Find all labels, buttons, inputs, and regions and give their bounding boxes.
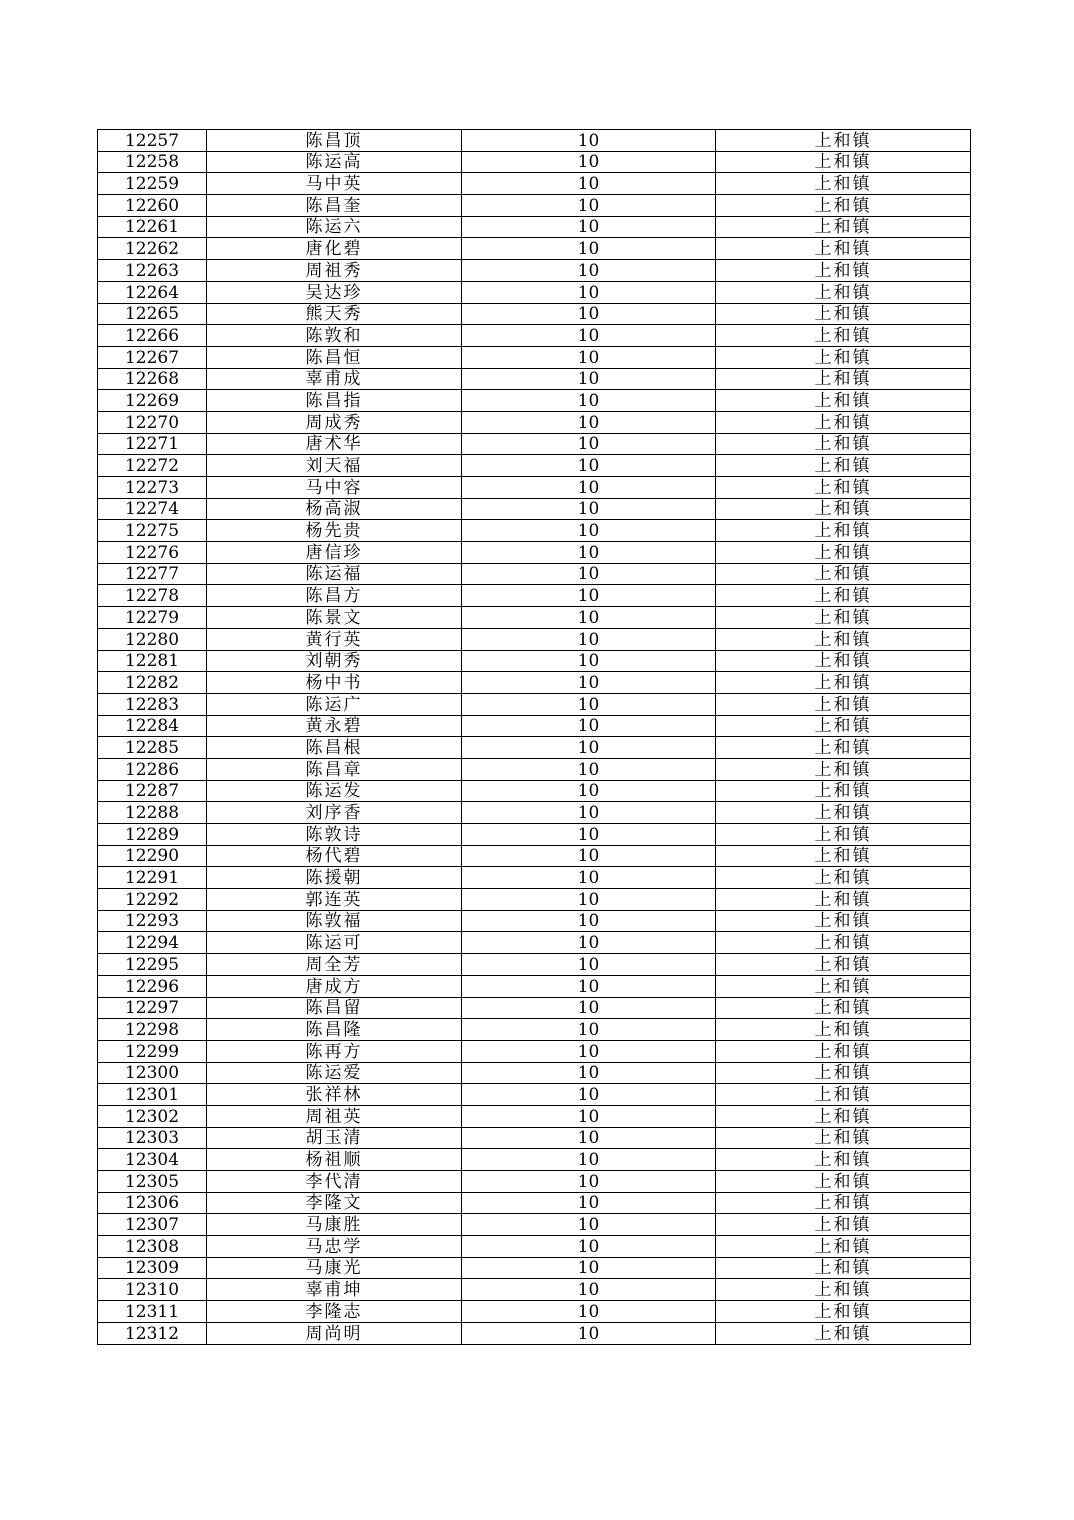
table-row [98,1192,971,1214]
table-row [98,1127,971,1149]
name-cell: 杨祖顺 [207,1149,462,1171]
amount-cell: 10 [462,411,716,433]
town-cell: 上和镇 [716,650,971,672]
table-row [98,607,971,629]
row-number-cell: 12258 [98,151,207,173]
town-cell: 上和镇 [716,802,971,824]
table-row [98,390,971,412]
amount-cell: 10 [462,520,716,542]
row-number-cell: 12287 [98,780,207,802]
table-row [98,303,971,325]
name-cell: 周祖秀 [207,260,462,282]
row-number-cell: 12293 [98,910,207,932]
table-row [98,1214,971,1236]
name-cell: 陈运高 [207,151,462,173]
row-number-cell: 12276 [98,542,207,564]
row-number-cell: 12283 [98,693,207,715]
row-number-cell: 12274 [98,498,207,520]
table-row [98,1084,971,1106]
town-cell: 上和镇 [716,758,971,780]
name-cell: 杨高淑 [207,498,462,520]
name-cell: 陈昌根 [207,737,462,759]
row-number-cell: 12278 [98,585,207,607]
table-row [98,932,971,954]
town-cell: 上和镇 [716,1279,971,1301]
table-row [98,997,971,1019]
name-cell: 马中容 [207,477,462,499]
town-cell: 上和镇 [716,780,971,802]
amount-cell: 10 [462,867,716,889]
name-cell: 陈运爱 [207,1062,462,1084]
town-cell: 上和镇 [716,737,971,759]
amount-cell: 10 [462,1322,716,1344]
amount-cell: 10 [462,1236,716,1258]
amount-cell: 10 [462,477,716,499]
town-cell: 上和镇 [716,390,971,412]
amount-cell: 10 [462,1084,716,1106]
name-cell: 黄行英 [207,628,462,650]
town-cell: 上和镇 [716,1257,971,1279]
amount-cell: 10 [462,325,716,347]
row-number-cell: 12285 [98,737,207,759]
name-cell: 刘序香 [207,802,462,824]
town-cell: 上和镇 [716,477,971,499]
town-cell: 上和镇 [716,433,971,455]
amount-cell: 10 [462,195,716,217]
table-row [98,1301,971,1323]
row-number-cell: 12306 [98,1192,207,1214]
name-cell: 陈昌隆 [207,1019,462,1041]
town-cell: 上和镇 [716,715,971,737]
row-number-cell: 12260 [98,195,207,217]
row-number-cell: 12272 [98,455,207,477]
name-cell: 马康光 [207,1257,462,1279]
amount-cell: 10 [462,303,716,325]
data-table [97,129,971,1345]
name-cell: 陈昌指 [207,390,462,412]
table-row [98,368,971,390]
row-number-cell: 12259 [98,173,207,195]
row-number-cell: 12307 [98,1214,207,1236]
table-row [98,715,971,737]
table-row [98,433,971,455]
amount-cell: 10 [462,1149,716,1171]
town-cell: 上和镇 [716,1062,971,1084]
name-cell: 杨代碧 [207,845,462,867]
town-cell: 上和镇 [716,1236,971,1258]
row-number-cell: 12269 [98,390,207,412]
town-cell: 上和镇 [716,1171,971,1193]
town-cell: 上和镇 [716,216,971,238]
row-number-cell: 12311 [98,1301,207,1323]
amount-cell: 10 [462,975,716,997]
town-cell: 上和镇 [716,1127,971,1149]
row-number-cell: 12271 [98,433,207,455]
town-cell: 上和镇 [716,867,971,889]
town-cell: 上和镇 [716,1214,971,1236]
amount-cell: 10 [462,932,716,954]
name-cell: 辜甫坤 [207,1279,462,1301]
table-row [98,173,971,195]
town-cell: 上和镇 [716,346,971,368]
amount-cell: 10 [462,693,716,715]
name-cell: 周成秀 [207,411,462,433]
town-cell: 上和镇 [716,997,971,1019]
row-number-cell: 12296 [98,975,207,997]
name-cell: 黄永碧 [207,715,462,737]
row-number-cell: 12279 [98,607,207,629]
row-number-cell: 12300 [98,1062,207,1084]
amount-cell: 10 [462,585,716,607]
row-number-cell: 12286 [98,758,207,780]
amount-cell: 10 [462,1105,716,1127]
amount-cell: 10 [462,737,716,759]
town-cell: 上和镇 [716,542,971,564]
name-cell: 陈敦诗 [207,824,462,846]
table-body [98,130,971,1345]
amount-cell: 10 [462,173,716,195]
town-cell: 上和镇 [716,1084,971,1106]
name-cell: 陈昌顶 [207,130,462,152]
name-cell: 郭连英 [207,889,462,911]
amount-cell: 10 [462,1192,716,1214]
amount-cell: 10 [462,780,716,802]
row-number-cell: 12261 [98,216,207,238]
table-row [98,867,971,889]
name-cell: 马忠学 [207,1236,462,1258]
table-row [98,325,971,347]
amount-cell: 10 [462,910,716,932]
amount-cell: 10 [462,758,716,780]
table-row [98,477,971,499]
table-row [98,281,971,303]
table-row [98,1105,971,1127]
name-cell: 杨先贵 [207,520,462,542]
amount-cell: 10 [462,607,716,629]
town-cell: 上和镇 [716,932,971,954]
row-number-cell: 12265 [98,303,207,325]
name-cell: 刘朝秀 [207,650,462,672]
table-row [98,975,971,997]
table-row [98,151,971,173]
name-cell: 陈昌方 [207,585,462,607]
town-cell: 上和镇 [716,954,971,976]
name-cell: 辜甫成 [207,368,462,390]
row-number-cell: 12291 [98,867,207,889]
town-cell: 上和镇 [716,238,971,260]
name-cell: 胡玉清 [207,1127,462,1149]
table-row [98,889,971,911]
row-number-cell: 12292 [98,889,207,911]
name-cell: 陈昌留 [207,997,462,1019]
row-number-cell: 12290 [98,845,207,867]
town-cell: 上和镇 [716,151,971,173]
row-number-cell: 12308 [98,1236,207,1258]
name-cell: 刘天福 [207,455,462,477]
row-number-cell: 12266 [98,325,207,347]
amount-cell: 10 [462,1257,716,1279]
row-number-cell: 12264 [98,281,207,303]
name-cell: 熊天秀 [207,303,462,325]
name-cell: 周全芳 [207,954,462,976]
town-cell: 上和镇 [716,607,971,629]
row-number-cell: 12305 [98,1171,207,1193]
row-number-cell: 12298 [98,1019,207,1041]
table-row [98,585,971,607]
town-cell: 上和镇 [716,130,971,152]
amount-cell: 10 [462,368,716,390]
amount-cell: 10 [462,997,716,1019]
amount-cell: 10 [462,260,716,282]
name-cell: 吴达珍 [207,281,462,303]
amount-cell: 10 [462,1019,716,1041]
amount-cell: 10 [462,498,716,520]
town-cell: 上和镇 [716,368,971,390]
table-row [98,737,971,759]
name-cell: 陈运可 [207,932,462,954]
table-row [98,455,971,477]
table-row [98,1019,971,1041]
name-cell: 杨中书 [207,672,462,694]
amount-cell: 10 [462,650,716,672]
name-cell: 周祖英 [207,1105,462,1127]
row-number-cell: 12312 [98,1322,207,1344]
name-cell: 唐化碧 [207,238,462,260]
town-cell: 上和镇 [716,173,971,195]
town-cell: 上和镇 [716,975,971,997]
row-number-cell: 12299 [98,1040,207,1062]
row-number-cell: 12262 [98,238,207,260]
town-cell: 上和镇 [716,585,971,607]
table-row [98,1279,971,1301]
name-cell: 陈运广 [207,693,462,715]
row-number-cell: 12270 [98,411,207,433]
town-cell: 上和镇 [716,563,971,585]
table-row [98,1322,971,1344]
amount-cell: 10 [462,216,716,238]
row-number-cell: 12295 [98,954,207,976]
name-cell: 张祥林 [207,1084,462,1106]
table-row [98,346,971,368]
amount-cell: 10 [462,1171,716,1193]
table-row [98,910,971,932]
town-cell: 上和镇 [716,672,971,694]
town-cell: 上和镇 [716,260,971,282]
amount-cell: 10 [462,845,716,867]
amount-cell: 10 [462,802,716,824]
town-cell: 上和镇 [716,455,971,477]
row-number-cell: 12284 [98,715,207,737]
row-number-cell: 12301 [98,1084,207,1106]
town-cell: 上和镇 [716,1192,971,1214]
amount-cell: 10 [462,628,716,650]
row-number-cell: 12263 [98,260,207,282]
amount-cell: 10 [462,238,716,260]
town-cell: 上和镇 [716,281,971,303]
table-row [98,1040,971,1062]
table-row [98,758,971,780]
name-cell: 陈敦福 [207,910,462,932]
table-row [98,520,971,542]
town-cell: 上和镇 [716,303,971,325]
row-number-cell: 12297 [98,997,207,1019]
name-cell: 李隆志 [207,1301,462,1323]
town-cell: 上和镇 [716,889,971,911]
row-number-cell: 12277 [98,563,207,585]
name-cell: 唐术华 [207,433,462,455]
table-row [98,693,971,715]
table-row [98,1171,971,1193]
row-number-cell: 12267 [98,346,207,368]
table-row [98,1062,971,1084]
row-number-cell: 12289 [98,824,207,846]
amount-cell: 10 [462,1279,716,1301]
amount-cell: 10 [462,1127,716,1149]
row-number-cell: 12257 [98,130,207,152]
amount-cell: 10 [462,281,716,303]
table-row [98,238,971,260]
table-row [98,1257,971,1279]
table-row [98,130,971,152]
amount-cell: 10 [462,715,716,737]
town-cell: 上和镇 [716,325,971,347]
amount-cell: 10 [462,346,716,368]
town-cell: 上和镇 [716,628,971,650]
town-cell: 上和镇 [716,1149,971,1171]
amount-cell: 10 [462,1301,716,1323]
amount-cell: 10 [462,563,716,585]
table-row [98,498,971,520]
town-cell: 上和镇 [716,1301,971,1323]
amount-cell: 10 [462,130,716,152]
table-row [98,650,971,672]
row-number-cell: 12288 [98,802,207,824]
table-row [98,845,971,867]
town-cell: 上和镇 [716,411,971,433]
row-number-cell: 12273 [98,477,207,499]
name-cell: 马康胜 [207,1214,462,1236]
name-cell: 陈援朝 [207,867,462,889]
name-cell: 唐成方 [207,975,462,997]
row-number-cell: 12294 [98,932,207,954]
name-cell: 陈敦和 [207,325,462,347]
name-cell: 李代清 [207,1171,462,1193]
table-row [98,628,971,650]
row-number-cell: 12310 [98,1279,207,1301]
name-cell: 陈昌奎 [207,195,462,217]
amount-cell: 10 [462,542,716,564]
amount-cell: 10 [462,672,716,694]
table-row [98,1236,971,1258]
name-cell: 陈运六 [207,216,462,238]
amount-cell: 10 [462,889,716,911]
name-cell: 陈运福 [207,563,462,585]
amount-cell: 10 [462,1214,716,1236]
town-cell: 上和镇 [716,824,971,846]
name-cell: 陈景文 [207,607,462,629]
table-row [98,542,971,564]
town-cell: 上和镇 [716,1322,971,1344]
table-row [98,563,971,585]
name-cell: 唐信珍 [207,542,462,564]
amount-cell: 10 [462,455,716,477]
row-number-cell: 12275 [98,520,207,542]
row-number-cell: 12303 [98,1127,207,1149]
table-row [98,672,971,694]
table-row [98,824,971,846]
town-cell: 上和镇 [716,1040,971,1062]
table-row [98,780,971,802]
town-cell: 上和镇 [716,520,971,542]
amount-cell: 10 [462,1040,716,1062]
name-cell: 陈昌恒 [207,346,462,368]
row-number-cell: 12280 [98,628,207,650]
table-row [98,1149,971,1171]
row-number-cell: 12268 [98,368,207,390]
amount-cell: 10 [462,824,716,846]
town-cell: 上和镇 [716,1019,971,1041]
amount-cell: 10 [462,390,716,412]
town-cell: 上和镇 [716,498,971,520]
town-cell: 上和镇 [716,693,971,715]
table-row [98,260,971,282]
table-row [98,954,971,976]
name-cell: 陈昌章 [207,758,462,780]
name-cell: 陈运发 [207,780,462,802]
table-row [98,411,971,433]
name-cell: 马中英 [207,173,462,195]
town-cell: 上和镇 [716,1105,971,1127]
table-row [98,802,971,824]
row-number-cell: 12302 [98,1105,207,1127]
name-cell: 李隆文 [207,1192,462,1214]
row-number-cell: 12309 [98,1257,207,1279]
amount-cell: 10 [462,433,716,455]
town-cell: 上和镇 [716,845,971,867]
table-row [98,216,971,238]
amount-cell: 10 [462,954,716,976]
row-number-cell: 12281 [98,650,207,672]
amount-cell: 10 [462,1062,716,1084]
table-row [98,195,971,217]
row-number-cell: 12282 [98,672,207,694]
amount-cell: 10 [462,151,716,173]
name-cell: 陈再方 [207,1040,462,1062]
name-cell: 周尚明 [207,1322,462,1344]
town-cell: 上和镇 [716,910,971,932]
town-cell: 上和镇 [716,195,971,217]
row-number-cell: 12304 [98,1149,207,1171]
